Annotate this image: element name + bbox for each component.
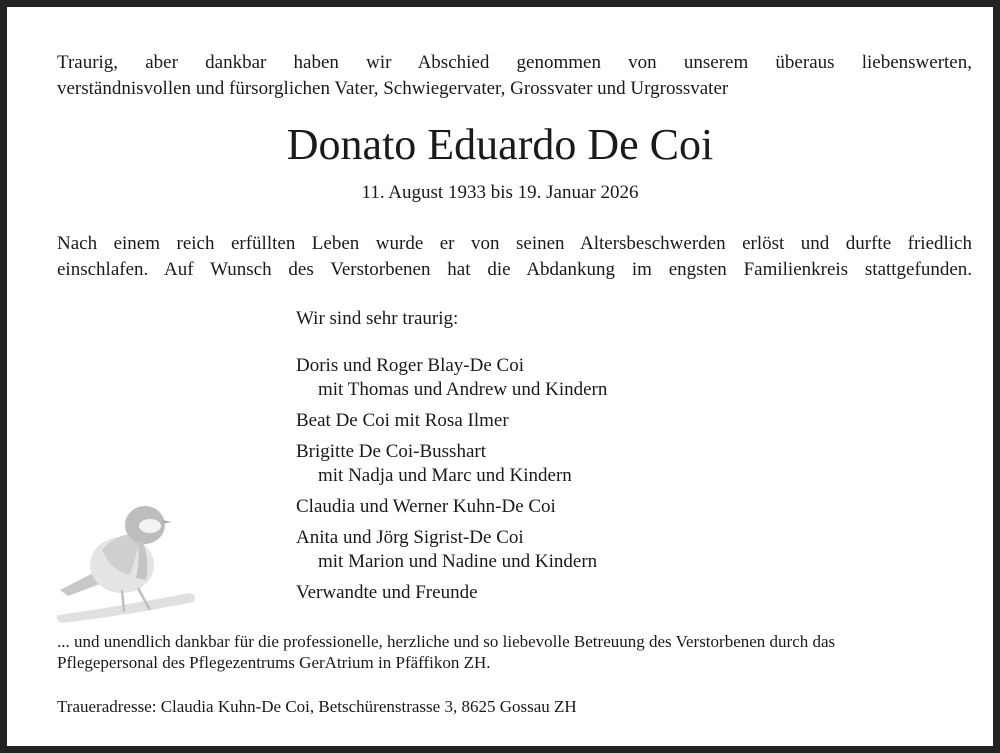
mourner-sub: mit Nadja und Marc und Kindern [318, 465, 572, 486]
mourner-name: Brigitte De Coi-Busshart [296, 441, 486, 462]
mourners-list [296, 354, 607, 612]
mourner-name: Doris und Roger Blay-De Coi [296, 355, 524, 376]
mourner-sub: mit Marion und Nadine und Kindern [318, 551, 598, 572]
mourner-name: Anita und Jörg Sigrist-De Coi [296, 527, 524, 548]
mourning-address: Traueradresse: Claudia Kuhn-De Coi, Betschürenstrasse 3, 8625 Gossau ZH [57, 697, 577, 716]
intro-text [57, 50, 972, 102]
body-line: einschlafen. Auf Wunsch des Verstorbenen hat die Abdankung im engsten Familienkreis stattgefunden. [57, 259, 972, 280]
bird-illustration [50, 490, 210, 625]
body-text [57, 231, 972, 283]
mourner-name: Verwandte und Freunde [296, 582, 478, 603]
mourner-sub: mit Thomas und Andrew und Kindern [318, 379, 608, 400]
mourner-entry [296, 440, 607, 488]
thanks-line: Pflegepersonal des Pflegezentrums GerAtrium in Pfäffikon ZH. [57, 653, 491, 672]
mourner-name: Beat De Coi mit Rosa Ilmer [296, 410, 509, 431]
life-dates: 11. August 1933 bis 19. Januar 2026 [361, 182, 639, 203]
thanks-line: ... und unendlich dankbar für die professionelle, herzliche und so liebevolle Betreuung des Verstorbenen durch das [57, 632, 836, 651]
deceased-name: Donato Eduardo De Coi [286, 120, 714, 169]
thanks-text [57, 631, 1000, 673]
mourner-entry [296, 526, 607, 574]
mourner-name: Claudia und Werner Kuhn-De Coi [296, 496, 556, 517]
intro-line: verständnisvollen und fürsorglichen Vater, Schwiegervater, Grossvater und Urgrossvater [57, 78, 729, 99]
mourner-entry [296, 354, 607, 402]
mourners-heading: Wir sind sehr traurig: [296, 308, 459, 329]
intro-line: Traurig, aber dankbar haben wir Abschied genommen von unserem überaus liebenswerten, [57, 52, 972, 73]
mourner-entry [296, 409, 607, 433]
mourner-entry [296, 581, 607, 605]
mourner-entry [296, 495, 607, 519]
body-line: Nach einem reich erfüllten Leben wurde er von seinen Altersbeschwerden erlöst und durfte friedlich [57, 233, 972, 254]
